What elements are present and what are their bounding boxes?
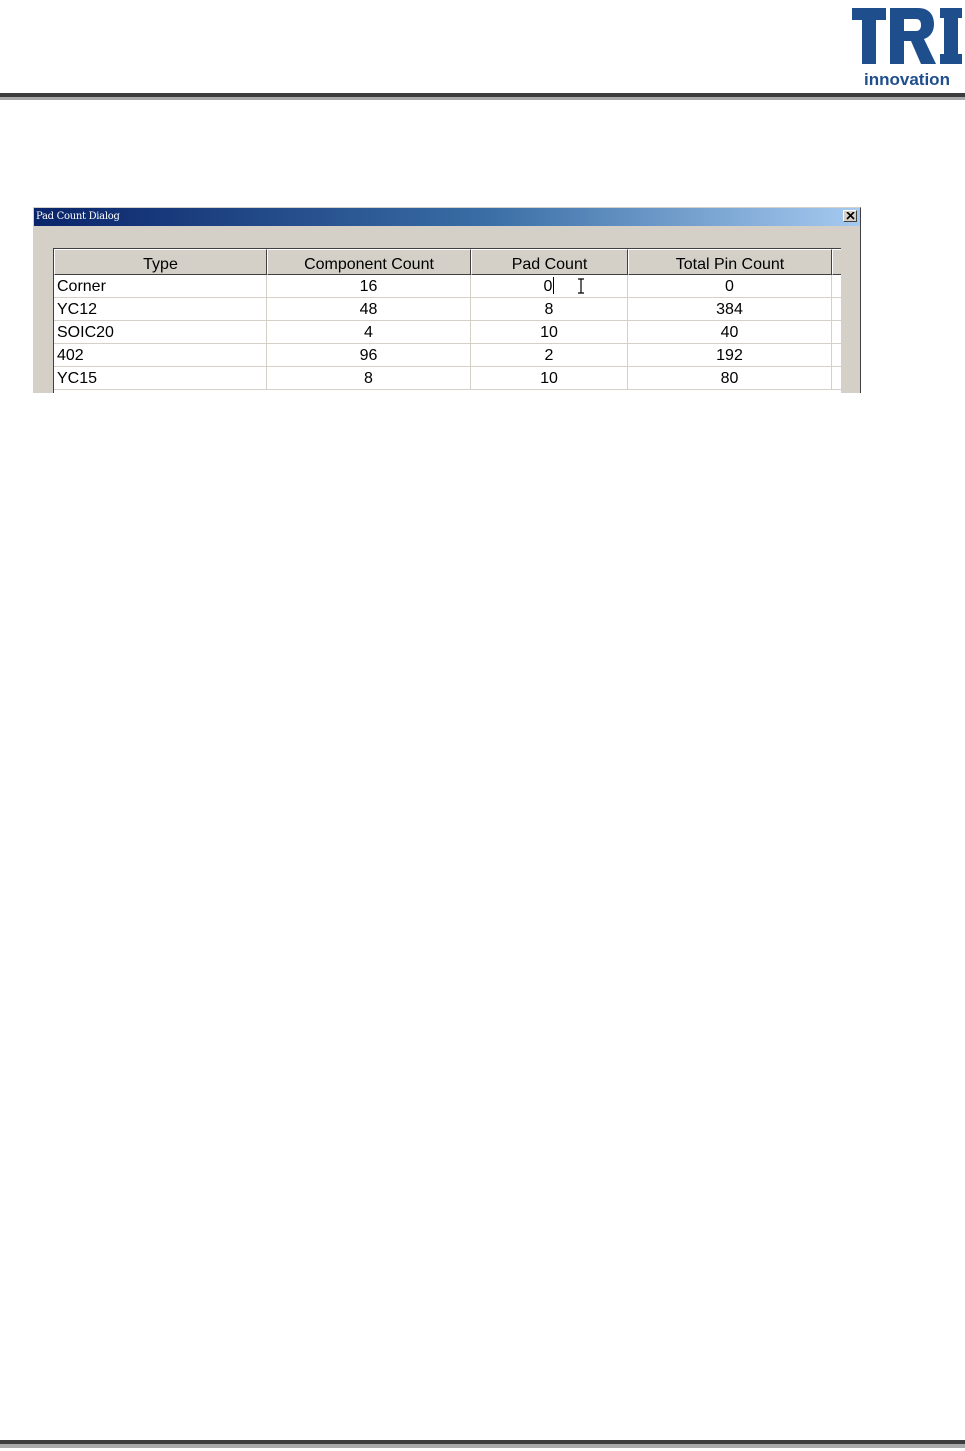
table-row: [54, 344, 841, 367]
cell-component-count[interactable]: 16: [267, 275, 471, 298]
cell-type[interactable]: Corner: [54, 275, 267, 298]
logo-subtext: innovation: [864, 70, 950, 89]
table-row: [54, 321, 841, 344]
dialog-titlebar[interactable]: [34, 208, 860, 226]
table-row: [54, 367, 841, 390]
cell-pad-count[interactable]: 10: [471, 367, 628, 390]
column-header-type[interactable]: Type: [54, 249, 267, 275]
text-cursor-icon: [576, 278, 586, 294]
text-caret: [553, 277, 554, 294]
grid-body: [54, 275, 841, 390]
cell-filler: [832, 298, 841, 321]
cell-total-pin-count[interactable]: 0: [628, 275, 832, 298]
cell-total-pin-count[interactable]: 192: [628, 344, 832, 367]
cell-pad-count-editing[interactable]: [471, 275, 628, 298]
pad-count-grid: [53, 248, 841, 393]
column-header-filler: [832, 249, 841, 275]
table-row: [54, 275, 841, 298]
close-icon: [846, 212, 855, 220]
cell-type[interactable]: YC12: [54, 298, 267, 321]
cell-filler: [832, 344, 841, 367]
tri-innovation-logo: [848, 4, 965, 90]
grid-header-row: [54, 249, 841, 275]
cell-component-count[interactable]: 48: [267, 298, 471, 321]
logo-graphic: [848, 4, 965, 90]
dialog-title: Pad Count Dialog: [36, 211, 120, 222]
cell-type[interactable]: SOIC20: [54, 321, 267, 344]
cell-pad-count[interactable]: 2: [471, 344, 628, 367]
cell-pad-count[interactable]: 8: [471, 298, 628, 321]
cell-filler: [832, 321, 841, 344]
cell-total-pin-count[interactable]: 40: [628, 321, 832, 344]
cell-type[interactable]: 402: [54, 344, 267, 367]
cell-pad-count[interactable]: 10: [471, 321, 628, 344]
pad-count-dialog: [33, 207, 861, 393]
cell-total-pin-count[interactable]: 384: [628, 298, 832, 321]
header-rule: [0, 93, 965, 100]
cell-component-count[interactable]: 96: [267, 344, 471, 367]
cell-component-count[interactable]: 4: [267, 321, 471, 344]
cell-type[interactable]: YC15: [54, 367, 267, 390]
column-header-total-pin-count[interactable]: Total Pin Count: [628, 249, 832, 275]
column-header-component-count[interactable]: Component Count: [267, 249, 471, 275]
footer-rule: [0, 1440, 965, 1448]
table-row: [54, 298, 841, 321]
cell-filler: [832, 367, 841, 390]
cell-total-pin-count[interactable]: 80: [628, 367, 832, 390]
close-button[interactable]: [843, 210, 857, 222]
cell-edit-value[interactable]: 0: [543, 278, 553, 295]
cell-component-count[interactable]: 8: [267, 367, 471, 390]
cell-filler: [832, 275, 841, 298]
column-header-pad-count[interactable]: Pad Count: [471, 249, 628, 275]
